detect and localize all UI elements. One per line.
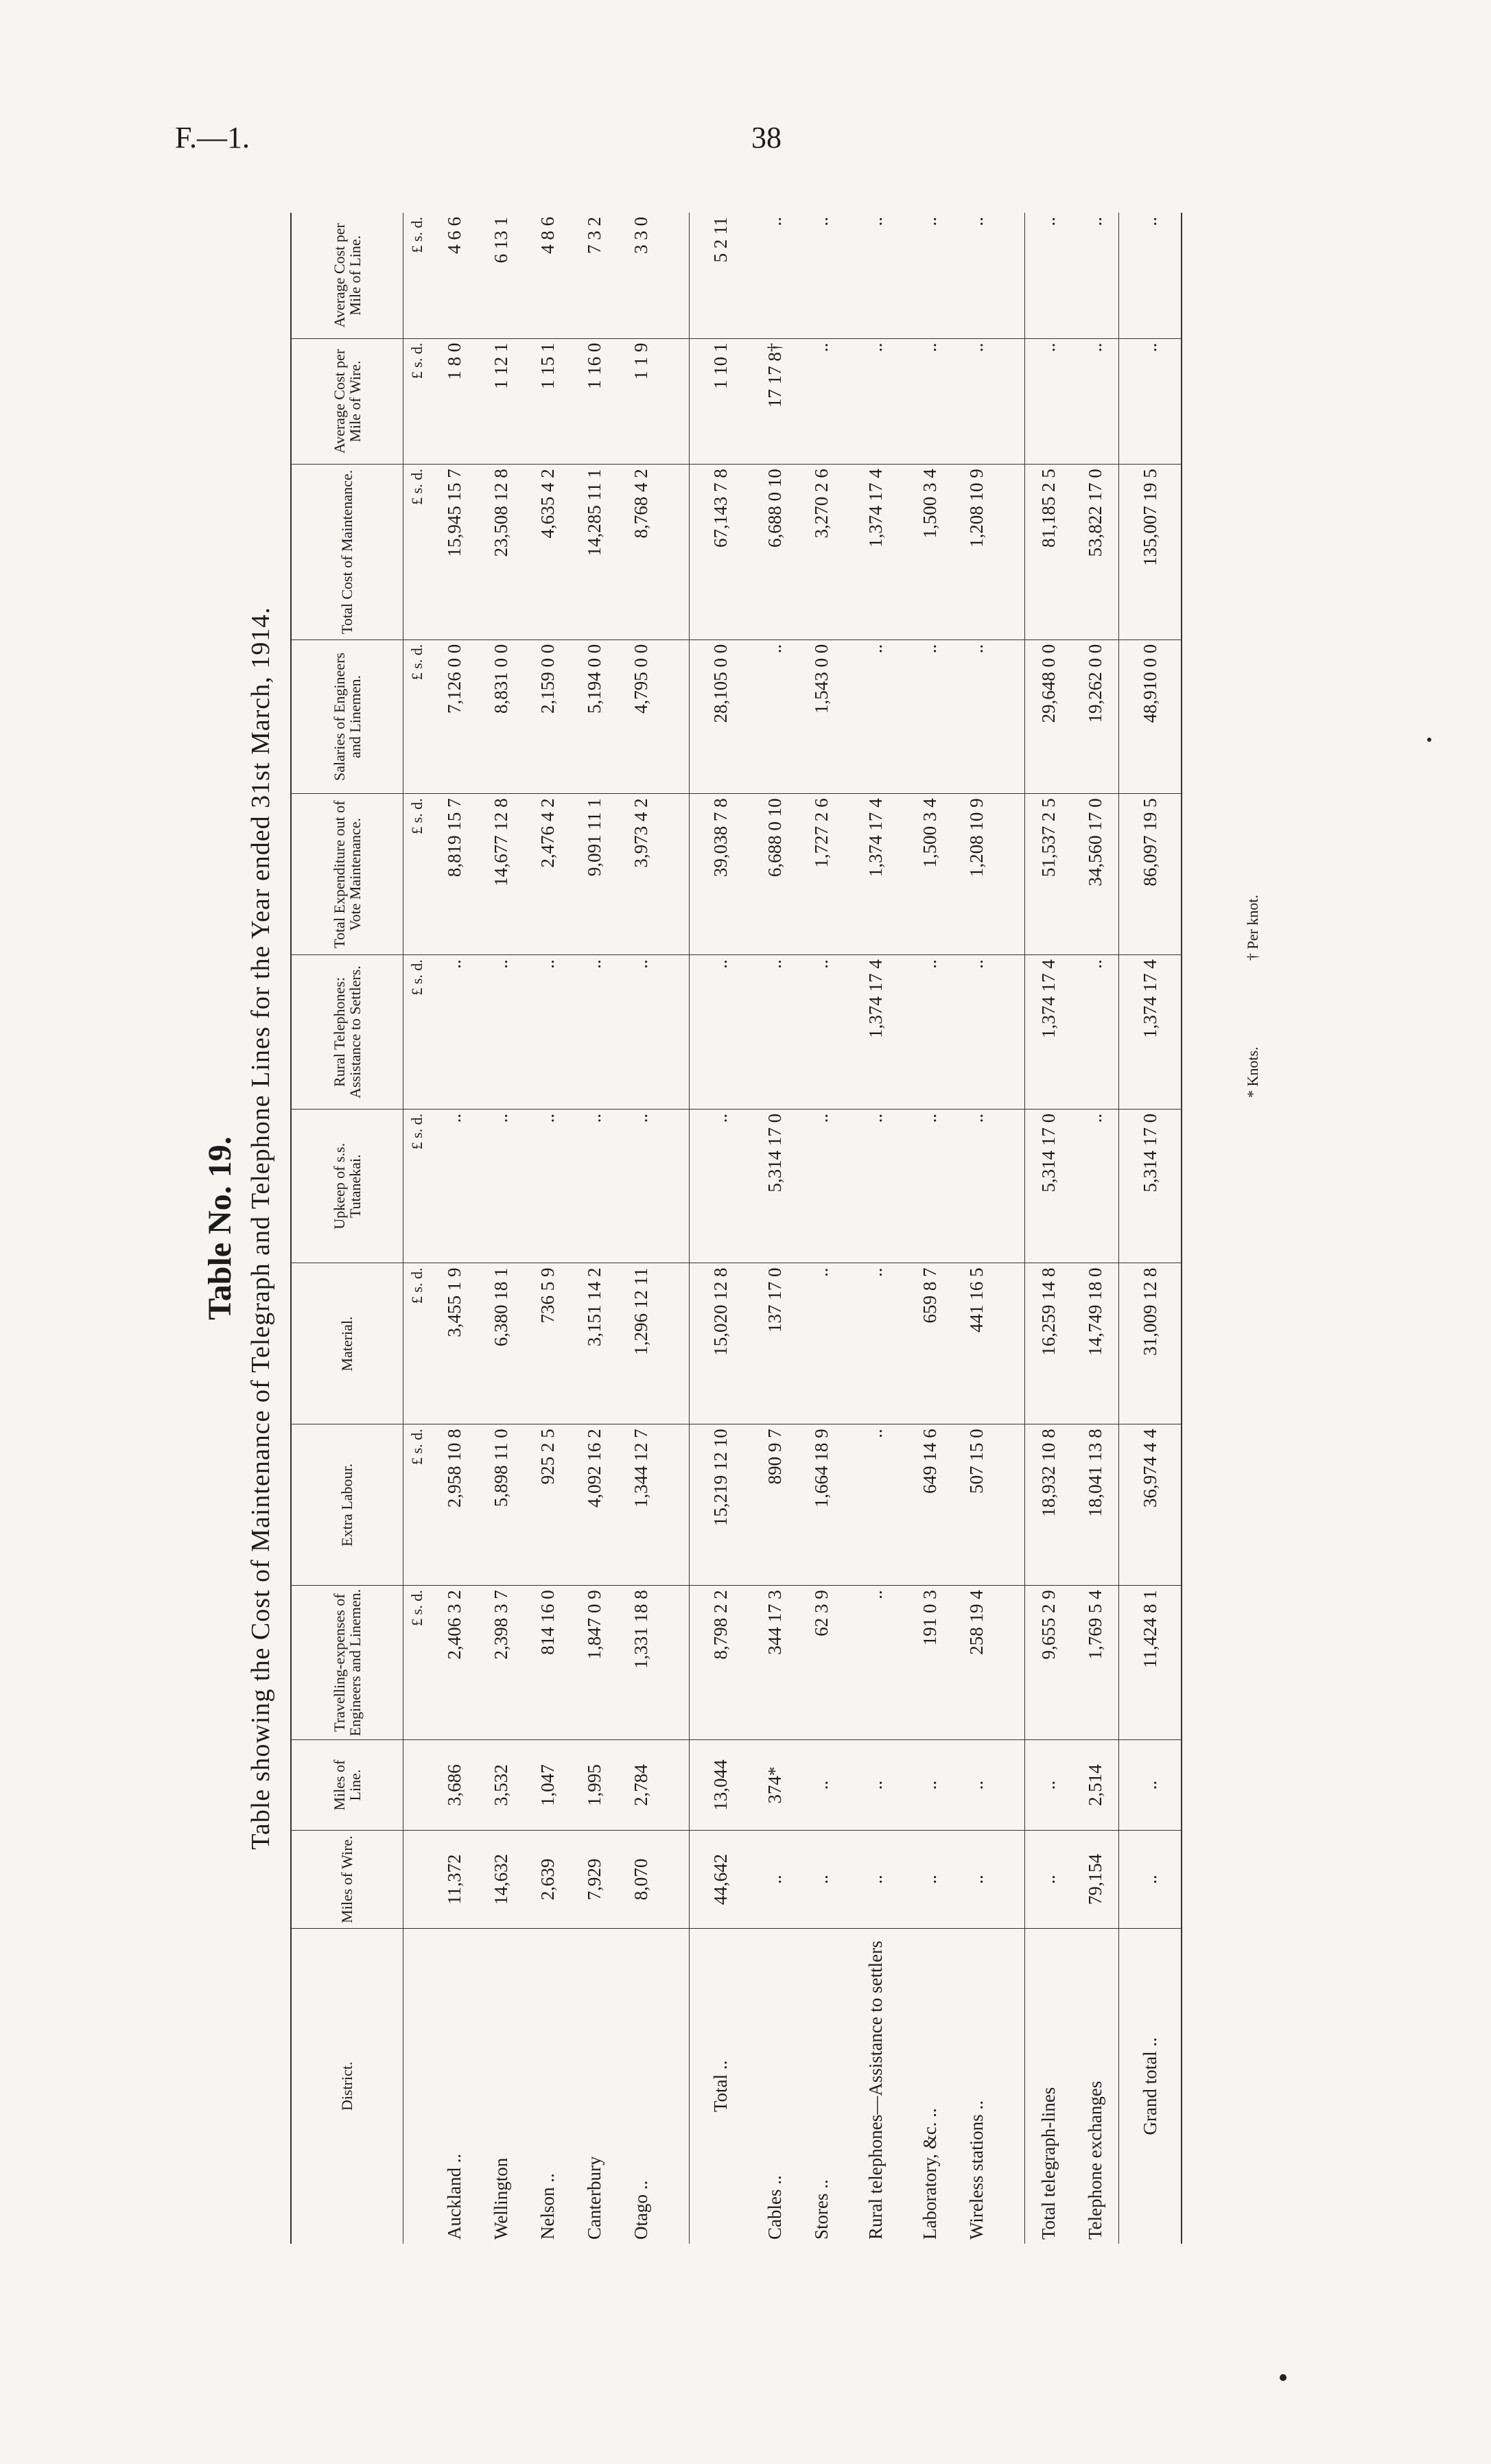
- table-cell: 36,974 4 4: [1119, 1424, 1182, 1586]
- table-cell: 2,784: [618, 1739, 664, 1830]
- table-row: [798, 213, 845, 2244]
- unit-cell: £ s. d.: [403, 955, 432, 1110]
- table-cell: 814 16 0: [524, 1586, 571, 1740]
- table-cell: ..: [751, 640, 798, 794]
- spacer-cell: [1000, 1739, 1025, 1830]
- table-cell: 5 2 11: [690, 213, 752, 338]
- table-cell: 1,374 17 4: [845, 955, 906, 1110]
- table-cell: ..: [953, 955, 1000, 1110]
- row-label: Rural telephones—Assistance to settlers: [865, 1940, 886, 2240]
- spacer-cell: [1000, 338, 1025, 465]
- table-cell: ..: [845, 1586, 906, 1740]
- table-cell: 3,270 2 6: [798, 465, 845, 640]
- spacer-cell: [1000, 955, 1025, 1110]
- unit-cell: £ s. d.: [403, 1109, 432, 1263]
- table-cell: 441 16 5: [953, 1263, 1000, 1424]
- col-extra-labour: Extra Labour.: [291, 1424, 403, 1586]
- table-row: [524, 213, 571, 2244]
- table-cell: 2,639: [524, 1831, 571, 1929]
- maintenance-cost-table: [290, 213, 1182, 2244]
- table-cell: 1,208 10 9: [953, 465, 1000, 640]
- spacer-cell: [664, 1424, 690, 1586]
- table-cell: 1,727 2 6: [798, 794, 845, 955]
- table-cell: ..: [953, 338, 1000, 465]
- table-cell: 9,091 11 1: [571, 794, 618, 955]
- spacer-cell: [1000, 794, 1025, 955]
- table-cell: ..: [1072, 338, 1119, 465]
- table-cell: 4 8 6: [524, 213, 571, 338]
- table-cell: 2,476 4 2: [524, 794, 571, 955]
- table-cell: 9,655 2 9: [1025, 1586, 1072, 1740]
- table-cell: 1 15 1: [524, 338, 571, 465]
- unit-cell: £ s. d.: [403, 1263, 432, 1424]
- table-cell: ..: [953, 1109, 1000, 1263]
- table-row: [906, 213, 953, 2244]
- table-cell: 8,768 4 2: [618, 465, 664, 640]
- table-cell: 4,635 4 2: [524, 465, 571, 640]
- spacer-cell: [664, 1739, 690, 1830]
- spacer-row: [1000, 213, 1025, 2244]
- table-cell: ..: [798, 1739, 845, 1830]
- row-label: Telephone exchanges: [1084, 2080, 1105, 2240]
- table-cell: 374*: [751, 1739, 798, 1830]
- rotated-table-block: [156, 192, 1316, 2264]
- spacer-cell: [664, 640, 690, 794]
- table-cell: ..: [1072, 213, 1119, 338]
- table-row: [1119, 213, 1182, 2244]
- table-cell: 1,296 12 11: [618, 1263, 664, 1424]
- col-travelling: Travelling-expenses of Engineers and Linemen.: [291, 1586, 403, 1740]
- table-cell: 7,929: [571, 1831, 618, 1929]
- table-cell: 86,097 19 5: [1119, 794, 1182, 955]
- table-cell: ..: [1119, 338, 1182, 465]
- table-cell: ..: [906, 640, 953, 794]
- table-cell: ..: [953, 1739, 1000, 1830]
- unit-cell: £ s. d.: [403, 1424, 432, 1586]
- table-cell: 3,973 4 2: [618, 794, 664, 955]
- table-cell: 51,537 2 5: [1025, 794, 1072, 955]
- table-cell: 258 19 4: [953, 1586, 1000, 1740]
- table-cell: 4,795 0 0: [618, 640, 664, 794]
- table-cell: 1,500 3 4: [906, 794, 953, 955]
- col-rural: Rural Telephones: Assistance to Settlers.: [291, 955, 403, 1110]
- table-cell: 1,995: [571, 1739, 618, 1830]
- spacer-cell: [664, 1586, 690, 1740]
- table-cell: ..: [1025, 1739, 1072, 1830]
- table-cell: 8,070: [618, 1831, 664, 1929]
- table-cell: ..: [906, 1109, 953, 1263]
- table-cell: 15,945 15 7: [431, 465, 478, 640]
- spacer-cell: [664, 1928, 690, 2244]
- table-cell: 62 3 9: [798, 1586, 845, 1740]
- table-cell: 19,262 0 0: [1072, 640, 1119, 794]
- table-cell: 44,642: [690, 1831, 752, 1929]
- table-row: [478, 213, 524, 2244]
- row-label: Auckland ..: [443, 2153, 465, 2240]
- table-cell: 2,159 0 0: [524, 640, 571, 794]
- page-number: 38: [751, 121, 782, 154]
- table-cell: 4 6 6: [431, 213, 478, 338]
- spacer-cell: [1000, 213, 1025, 338]
- table-cell: ..: [478, 1109, 524, 1263]
- table-cell: 1 16 0: [571, 338, 618, 465]
- spacer-cell: [664, 955, 690, 1110]
- table-row: [431, 213, 478, 2244]
- table-cell: ..: [798, 213, 845, 338]
- table-cell: 890 9 7: [751, 1424, 798, 1586]
- table-cell: ..: [690, 1109, 752, 1263]
- table-cell: 1 10 1: [690, 338, 752, 465]
- table-row: [845, 213, 906, 2244]
- table-row: [1025, 213, 1072, 2244]
- unit-cell: £ s. d.: [403, 640, 432, 794]
- spacer-cell: [664, 338, 690, 465]
- row-label: Wellington: [490, 2157, 511, 2240]
- table-cell: 925 2 5: [524, 1424, 571, 1586]
- table-cell: 14,749 18 0: [1072, 1263, 1119, 1424]
- table-cell: ..: [845, 1831, 906, 1929]
- col-avg-line: Average Cost per Mile of Line.: [291, 213, 403, 338]
- table-cell: 2,406 3 2: [431, 1586, 478, 1740]
- table-cell: 17 17 8†: [751, 338, 798, 465]
- col-miles-wire: Miles of Wire.: [291, 1831, 403, 1929]
- col-total-expenditure: Total Expenditure out of Vote Maintenance.: [291, 794, 403, 955]
- unit-cell: [403, 1928, 432, 2244]
- col-material: Material.: [291, 1263, 403, 1424]
- table-cell: 6,380 18 1: [478, 1263, 524, 1424]
- table-cell: 2,958 10 8: [431, 1424, 478, 1586]
- table-cell: ..: [751, 1831, 798, 1929]
- table-cell: 1,664 18 9: [798, 1424, 845, 1586]
- col-district: District.: [291, 1928, 403, 2244]
- col-miles-line: Miles of Line.: [291, 1739, 403, 1830]
- table-cell: ..: [798, 955, 845, 1110]
- table-cell: 3,532: [478, 1739, 524, 1830]
- table-cell: ..: [798, 338, 845, 465]
- table-cell: ..: [1025, 213, 1072, 338]
- table-cell: ..: [524, 955, 571, 1110]
- table-cell: 6,688 0 10: [751, 465, 798, 640]
- table-cell: ..: [1119, 1831, 1182, 1929]
- table-cell: 1,543 0 0: [798, 640, 845, 794]
- table-cell: 736 5 9: [524, 1263, 571, 1424]
- table-cell: 53,822 17 0: [1072, 465, 1119, 640]
- row-label: Wireless stations ..: [965, 2100, 987, 2240]
- table-cell: 11,424 8 1: [1119, 1586, 1182, 1740]
- table-cell: ..: [1119, 213, 1182, 338]
- table-cell: 5,194 0 0: [571, 640, 618, 794]
- table-cell: 1 12 1: [478, 338, 524, 465]
- table-cell: ..: [751, 955, 798, 1110]
- spacer-cell: [664, 213, 690, 338]
- table-cell: ..: [1025, 338, 1072, 465]
- table-cell: 7 3 2: [571, 213, 618, 338]
- units-row: [403, 213, 432, 2244]
- table-cell: 5,314 17 0: [1025, 1109, 1072, 1263]
- col-tutanekai: Upkeep of s.s. Tutanekai.: [291, 1109, 403, 1263]
- table-subtitle: Table showing the Cost of Maintenance of Telegraph and Telephone Lines for the Year ended 31st March, 1914.: [246, 607, 275, 1850]
- footnote-per-knot: † Per knot.: [1244, 895, 1261, 961]
- row-label: Canterbury: [583, 2156, 604, 2240]
- table-cell: 1,344 12 7: [618, 1424, 664, 1586]
- table-cell: 4,092 16 2: [571, 1424, 618, 1586]
- table-cell: 1,374 17 4: [1025, 955, 1072, 1110]
- unit-cell: £ s. d.: [403, 213, 432, 338]
- spacer-cell: [1000, 1586, 1025, 1740]
- footnote-knots: * Knots.: [1244, 1046, 1261, 1098]
- table-cell: ..: [1025, 1831, 1072, 1929]
- spacer-cell: [1000, 1263, 1025, 1424]
- table-cell: ..: [906, 955, 953, 1110]
- spacer-cell: [1000, 465, 1025, 640]
- table-cell: 16,259 14 8: [1025, 1263, 1072, 1424]
- table-cell: 3,455 1 9: [431, 1263, 478, 1424]
- spacer-cell: [1000, 1831, 1025, 1929]
- col-salaries: Salaries of Engineers and Linemen.: [291, 640, 403, 794]
- unit-cell: £ s. d.: [403, 794, 432, 955]
- table-cell: 14,285 11 1: [571, 465, 618, 640]
- table-cell: ..: [845, 1109, 906, 1263]
- table-cell: 28,105 0 0: [690, 640, 752, 794]
- table-cell: 507 15 0: [953, 1424, 1000, 1586]
- table-cell: 81,185 2 5: [1025, 465, 1072, 640]
- table-row: [751, 213, 798, 2244]
- table-cell: 1 8 0: [431, 338, 478, 465]
- row-label: Total telegraph-lines: [1025, 1928, 1072, 2244]
- row-label: Laboratory, &c. ..: [919, 2108, 940, 2240]
- table-cell: ..: [798, 1263, 845, 1424]
- table-cell: ..: [571, 955, 618, 1110]
- table-cell: ..: [618, 955, 664, 1110]
- table-cell: 1,374 17 4: [845, 465, 906, 640]
- table-row: [953, 213, 1000, 2244]
- unit-cell: £ s. d.: [403, 338, 432, 465]
- spacer-cell: [664, 794, 690, 955]
- table-cell: 1,847 0 9: [571, 1586, 618, 1740]
- table-cell: 1,769 5 4: [1072, 1586, 1119, 1740]
- table-cell: 1,374 17 4: [1119, 955, 1182, 1110]
- table-cell: ..: [798, 1831, 845, 1929]
- ink-speck: [1427, 738, 1431, 742]
- spacer-cell: [1000, 640, 1025, 794]
- row-label: Nelson ..: [537, 2173, 558, 2240]
- unit-cell: [403, 1739, 432, 1830]
- table-cell: 1,374 17 4: [845, 794, 906, 955]
- table-cell: 5,314 17 0: [1119, 1109, 1182, 1263]
- table-cell: 1,331 18 8: [618, 1586, 664, 1740]
- table-cell: 67,143 7 8: [690, 465, 752, 640]
- table-cell: ..: [906, 1739, 953, 1830]
- table-cell: 2,398 3 7: [478, 1586, 524, 1740]
- table-cell: 48,910 0 0: [1119, 640, 1182, 794]
- table-cell: 135,007 19 5: [1119, 465, 1182, 640]
- table-cell: 15,020 12 8: [690, 1263, 752, 1424]
- table-cell: 5,898 11 0: [478, 1424, 524, 1586]
- table-cell: 6 13 1: [478, 213, 524, 338]
- ink-speck: [1280, 2374, 1287, 2381]
- table-cell: 18,932 10 8: [1025, 1424, 1072, 1586]
- table-title: Table No. 19.: [202, 1136, 238, 1320]
- table-cell: ..: [953, 1831, 1000, 1929]
- spacer-cell: [1000, 1109, 1025, 1263]
- spacer-row: [664, 213, 690, 2244]
- table-cell: ..: [906, 1831, 953, 1929]
- spacer-cell: [664, 465, 690, 640]
- table-cell: 15,219 12 10: [690, 1424, 752, 1586]
- table-cell: ..: [524, 1109, 571, 1263]
- table-cell: ..: [845, 1263, 906, 1424]
- table-cell: 1,208 10 9: [953, 794, 1000, 955]
- table-cell: 14,632: [478, 1831, 524, 1929]
- row-label: Grand total ..: [1119, 1928, 1182, 2244]
- table-cell: ..: [431, 1109, 478, 1263]
- spacer-cell: [664, 1831, 690, 1929]
- row-label: Cables ..: [764, 2175, 785, 2240]
- row-label: Otago ..: [630, 2180, 651, 2240]
- table-cell: ..: [618, 1109, 664, 1263]
- table-cell: 79,154: [1072, 1831, 1119, 1929]
- table-cell: 8,798 2 2: [690, 1586, 752, 1740]
- unit-cell: [403, 1831, 432, 1929]
- table-cell: ..: [798, 1109, 845, 1263]
- table-cell: 649 14 6: [906, 1424, 953, 1586]
- table-cell: ..: [953, 640, 1000, 794]
- table-cell: ..: [431, 955, 478, 1110]
- table-cell: ..: [845, 213, 906, 338]
- table-row: [1072, 213, 1119, 2244]
- table-cell: 1,047: [524, 1739, 571, 1830]
- table-cell: ..: [845, 1424, 906, 1586]
- table-cell: 2,514: [1072, 1739, 1119, 1830]
- table-cell: 1,500 3 4: [906, 465, 953, 640]
- table-cell: ..: [953, 213, 1000, 338]
- table-cell: 7,126 0 0: [431, 640, 478, 794]
- table-cell: 3,151 14 2: [571, 1263, 618, 1424]
- unit-cell: £ s. d.: [403, 465, 432, 640]
- header-left: F.—1.: [175, 121, 250, 154]
- header-row: [291, 213, 403, 2244]
- table-cell: ..: [1119, 1739, 1182, 1830]
- table-cell: ..: [845, 338, 906, 465]
- table-cell: 3,686: [431, 1739, 478, 1830]
- table-cell: ..: [751, 213, 798, 338]
- table-cell: 1 1 9: [618, 338, 664, 465]
- table-cell: ..: [845, 1739, 906, 1830]
- table-cell: 39,038 7 8: [690, 794, 752, 955]
- col-avg-wire: Average Cost per Mile of Wire.: [291, 338, 403, 465]
- table-row: [571, 213, 618, 2244]
- row-label: Total ..: [690, 1928, 752, 2244]
- spacer-cell: [664, 1109, 690, 1263]
- table-cell: ..: [906, 213, 953, 338]
- table-cell: 11,372: [431, 1831, 478, 1929]
- table-cell: ..: [1072, 955, 1119, 1110]
- table-cell: 23,508 12 8: [478, 465, 524, 640]
- table-cell: 3 3 0: [618, 213, 664, 338]
- table-cell: 191 0 3: [906, 1586, 953, 1740]
- table-row: [618, 213, 664, 2244]
- table-cell: ..: [845, 640, 906, 794]
- spacer-cell: [664, 1263, 690, 1424]
- table-cell: ..: [478, 955, 524, 1110]
- table-row: [690, 213, 752, 2244]
- table-cell: ..: [1072, 1109, 1119, 1263]
- table-cell: 5,314 17 0: [751, 1109, 798, 1263]
- table-cell: 18,041 13 8: [1072, 1424, 1119, 1586]
- spacer-cell: [1000, 1424, 1025, 1586]
- table-cell: 14,677 12 8: [478, 794, 524, 955]
- table-cell: 34,560 17 0: [1072, 794, 1119, 955]
- table-cell: 137 17 0: [751, 1263, 798, 1424]
- table-cell: 8,831 0 0: [478, 640, 524, 794]
- col-total-cost: Total Cost of Maintenance.: [291, 465, 403, 640]
- unit-cell: £ s. d.: [403, 1586, 432, 1740]
- table-cell: ..: [690, 955, 752, 1110]
- spacer-cell: [1000, 1928, 1025, 2244]
- table-cell: 8,819 15 7: [431, 794, 478, 955]
- table-cell: ..: [906, 338, 953, 465]
- table-cell: 659 8 7: [906, 1263, 953, 1424]
- table-cell: 344 17 3: [751, 1586, 798, 1740]
- table-cell: 29,648 0 0: [1025, 640, 1072, 794]
- table-cell: 6,688 0 10: [751, 794, 798, 955]
- row-label: Stores ..: [810, 2179, 832, 2240]
- table-cell: 31,009 12 8: [1119, 1263, 1182, 1424]
- table-cell: ..: [571, 1109, 618, 1263]
- table-cell: 13,044: [690, 1739, 752, 1830]
